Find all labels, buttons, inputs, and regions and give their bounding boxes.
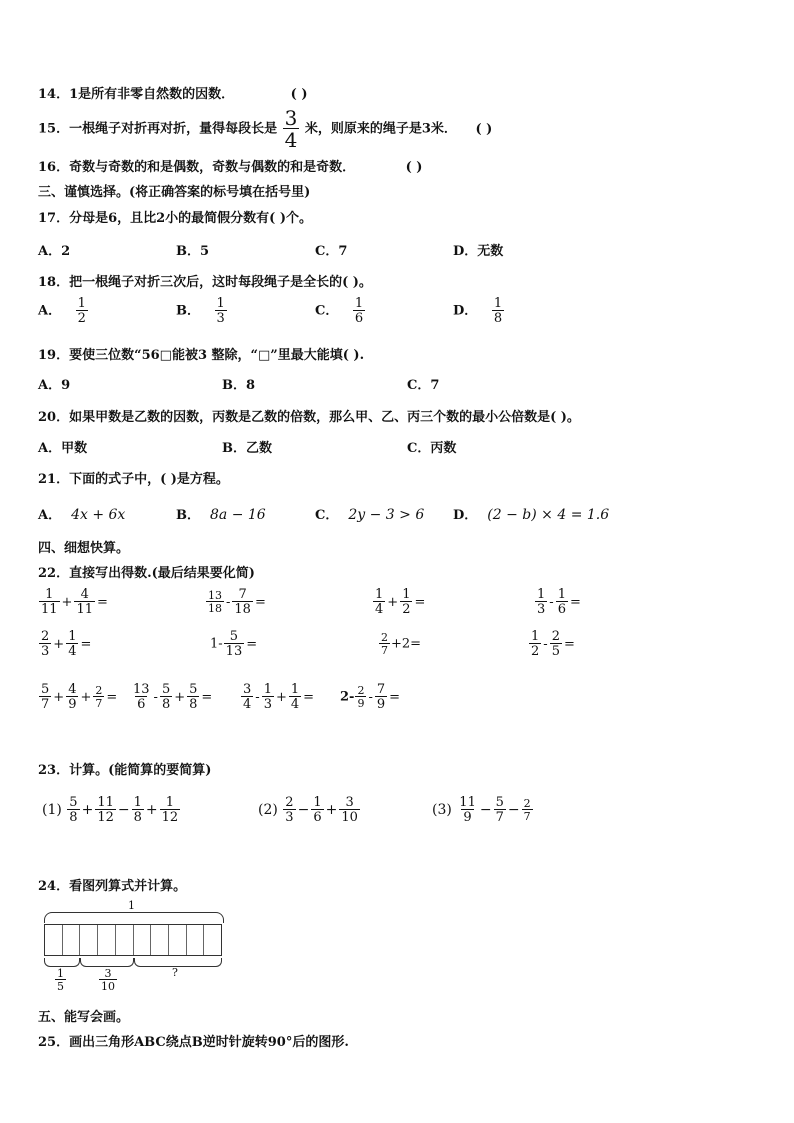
- q15-text-post: 米，则原来的绳子是3米．: [304, 121, 457, 137]
- q21-option-a[interactable]: A． 4x + 6x: [38, 507, 126, 523]
- q18-option-a[interactable]: A． $\frac{1}{2}$: [38, 296, 86, 326]
- q15-fraction: $\frac{3}{4}$: [284, 106, 298, 152]
- q22-stem: 22．直接写出得数.(最后结果要化简): [38, 566, 255, 581]
- q17-stem: 17．分母是6，且比2小的最简假分数有( )个。: [38, 211, 313, 226]
- bar-cell: [116, 925, 134, 955]
- q23-part-2: (2) $\frac{2}{3}$ − $\frac{1}{6}$ + $\frac{3}{10}$: [258, 795, 358, 825]
- q20-option-a[interactable]: A．甲数: [38, 441, 88, 456]
- bar-cell: [45, 925, 63, 955]
- q24-fraction-1: $\frac{1}{5}$: [57, 967, 64, 993]
- q16-text: 16．奇数与奇数的和是偶数，奇数与偶数的和是奇数．: [38, 160, 356, 175]
- bar-cell: [80, 925, 98, 955]
- section-4-heading: 四、细想快算。: [38, 541, 130, 556]
- q18-fraction-b: $\frac{1}{3}$: [216, 296, 225, 326]
- q24-segment-bar: [44, 924, 222, 956]
- q24-brace-part3: [134, 958, 222, 967]
- q19-option-b[interactable]: B．8: [222, 378, 256, 393]
- bar-cell: [169, 925, 187, 955]
- q21-option-d[interactable]: D． (2 − b) × 4 = 1.6: [453, 507, 610, 523]
- section-3-heading: 三、谨慎选择。(将正确答案的标号填在括号里): [38, 185, 311, 200]
- q19-option-c[interactable]: C．7: [407, 378, 440, 393]
- q21-stem: 21．下面的式子中，( )是方程。: [38, 472, 229, 487]
- q17-option-b[interactable]: B．5: [176, 244, 210, 259]
- q20-option-b[interactable]: B．乙数: [222, 441, 272, 456]
- q14-answer-blank[interactable]: ( ): [290, 87, 308, 102]
- question-16: [38, 156, 422, 175]
- q19-stem: 19．要使三位数“56□能被3 整除，“□”里最大能填( ).: [38, 348, 365, 363]
- q22-r1-a: $\frac{1}{11}$ + $\frac{4}{11}$ =: [41, 587, 108, 617]
- q22-r2-d: $\frac{1}{2}$ - $\frac{2}{5}$ =: [531, 629, 575, 659]
- q19-option-a[interactable]: A．9: [38, 378, 71, 393]
- q22-r3-b: $\frac{13}{6}$ - $\frac{5}{8}$ + $\frac{5}{8}$ =: [133, 682, 213, 712]
- q22-r3-d: 2- $\frac{2}{9}$ - $\frac{7}{9}$ =: [340, 682, 401, 712]
- q16-answer-blank[interactable]: ( ): [405, 160, 423, 175]
- bar-cell: [134, 925, 152, 955]
- section-5-heading: 五、能写会画。: [38, 1010, 130, 1025]
- bar-cell: [151, 925, 169, 955]
- q20-option-c[interactable]: C．丙数: [407, 441, 457, 456]
- bar-cell: [204, 925, 221, 955]
- q22-r2-b: 1- $\frac{5}{13}$ =: [210, 629, 258, 659]
- question-15: [38, 108, 492, 150]
- bar-cell: [63, 925, 81, 955]
- q18-fraction-a: $\frac{1}{2}$: [77, 296, 86, 326]
- q15-text-pre: 15．一根绳子对折再对折，量得每段长是: [38, 121, 278, 137]
- q18-fraction-c: $\frac{1}{6}$: [354, 296, 364, 326]
- question-14: [38, 83, 308, 102]
- q23-stem: 23．计算。(能简算的要简算): [38, 763, 212, 778]
- q17-option-d[interactable]: D．无数: [453, 244, 504, 259]
- q22-r2-a: $\frac{2}{3}$ + $\frac{1}{4}$ =: [41, 629, 92, 659]
- q24-total-label: 1: [128, 899, 135, 912]
- q18-option-d[interactable]: D． $\frac{1}{8}$: [453, 296, 503, 326]
- q14-text: 14．1是所有非零自然数的因数．: [38, 87, 235, 102]
- q18-option-c[interactable]: C． $\frac{1}{6}$: [315, 296, 364, 326]
- q23-part-1: (1) $\frac{5}{8}$ + $\frac{11}{12}$ − $\frac{1}{8}$ + $\frac{1}{12}$: [42, 795, 179, 825]
- q20-stem: 20．如果甲数是乙数的因数，丙数是乙数的倍数，那么甲、乙、丙三个数的最小公倍数是( )。: [38, 410, 580, 425]
- q22-r3-c: $\frac{3}{4}$ - $\frac{1}{3}$ + $\frac{1}{4}$ =: [243, 682, 315, 712]
- q24-unknown: ?: [172, 966, 178, 979]
- q22-r2-c: $\frac{2}{7}$ +2=: [381, 631, 422, 657]
- q18-option-b[interactable]: B． $\frac{1}{3}$: [176, 296, 225, 326]
- q24-brace-part2: [80, 958, 134, 967]
- q21-option-b[interactable]: B． 8a − 16: [176, 507, 266, 523]
- bar-cell: [187, 925, 205, 955]
- q23-part-3: (3) $\frac{11}{9}$ − $\frac{5}{7}$ − $\frac{2}{7}$: [432, 795, 531, 825]
- bar-cell: [98, 925, 116, 955]
- q24-stem: 24．看图列算式并计算。: [38, 879, 187, 894]
- q22-r1-c: $\frac{1}{4}$ + $\frac{1}{2}$ =: [375, 587, 426, 617]
- q22-r1-d: $\frac{1}{3}$ - $\frac{1}{6}$ =: [537, 587, 581, 617]
- q15-answer-blank[interactable]: ( ): [475, 121, 493, 137]
- q21-option-c[interactable]: C． 2y − 3 > 6: [315, 507, 425, 523]
- q18-stem: 18．把一根绳子对折三次后，这时每段绳子是全长的( )。: [38, 275, 372, 290]
- q22-r3-a: $\frac{5}{7}$ + $\frac{4}{9}$ + $\frac{2}{7}$ =: [41, 682, 118, 712]
- q22-r1-b: $\frac{13}{18}$ - $\frac{7}{18}$ =: [208, 587, 266, 617]
- q17-option-c[interactable]: C．7: [315, 244, 348, 259]
- q24-fraction-2: $\frac{3}{10}$: [101, 967, 115, 993]
- q24-brace-part1: [44, 958, 80, 967]
- q24-top-brace: [44, 912, 224, 923]
- q18-fraction-d: $\frac{1}{8}$: [493, 296, 503, 326]
- q17-option-a[interactable]: A．2: [38, 244, 71, 259]
- q25-stem: 25．画出三角形ABC绕点B逆时针旋转90°后的图形.: [38, 1035, 349, 1050]
